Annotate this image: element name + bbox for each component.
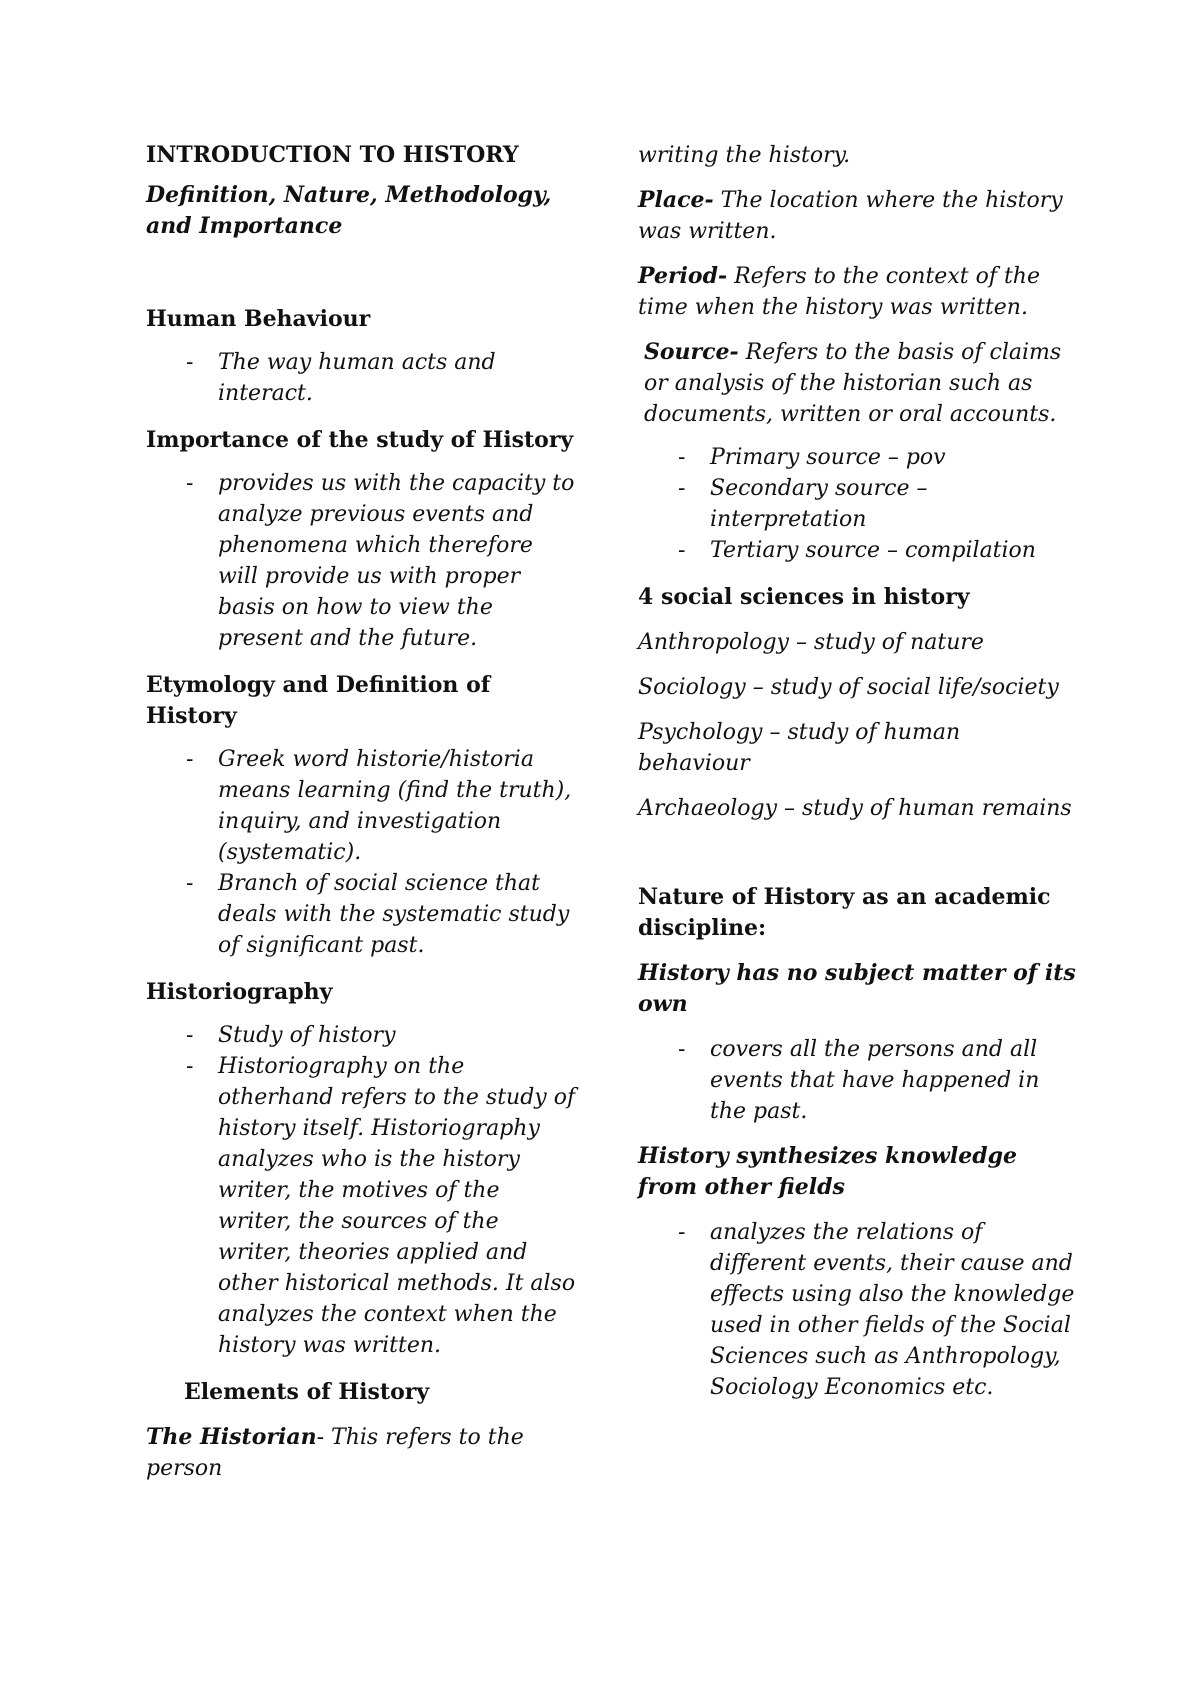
list-synthesizes xyxy=(638,1217,1078,1403)
social-science-item: Psychology – study of human behaviour xyxy=(638,720,961,776)
social-science-item: Sociology – study of social life/society xyxy=(638,675,1059,700)
list-item: - Primary source – pov xyxy=(638,442,1078,473)
heading-social-sciences: 4 social sciences in history xyxy=(638,584,970,610)
source-text: Refers to the basis of claims or analysis of the historian such as documents, written or oral accounts. xyxy=(644,340,1062,427)
list-item: - covers all the persons and all events that have happened in the past. xyxy=(638,1034,1078,1127)
list-item: - analyzes the relations of different events, their cause and effects using also the knowledge used in other fields of the Social Sciences such as Anthropology, Sociology Economics etc. xyxy=(638,1217,1078,1403)
list-item: - Study of history xyxy=(146,1020,576,1051)
list-source-types xyxy=(638,442,1078,566)
heading-importance: Importance of the study of History xyxy=(146,427,574,453)
heading-etymology: Etymology and Definition of History xyxy=(146,672,491,729)
list-etymology xyxy=(146,744,576,961)
list-no-subject-matter xyxy=(638,1034,1078,1127)
list-importance xyxy=(146,468,576,654)
social-science-item: Archaeology – study of human remains xyxy=(638,796,1072,821)
page-title: INTRODUCTION TO HISTORY xyxy=(146,142,519,168)
list-item: - Greek word historie/historia means learning (find the truth), inquiry, and investigation (systematic). xyxy=(146,744,576,868)
historian-term: The Historian xyxy=(146,1424,317,1450)
period-text: Refers to the context of the time when the history was written. xyxy=(638,264,1040,320)
continued-paragraph: writing the history. xyxy=(638,143,851,168)
list-item: - Secondary source – interpretation xyxy=(638,473,1078,535)
list-item: - Branch of social science that deals with the systematic study of significant past. xyxy=(146,868,576,961)
subheading-synthesizes: History synthesizes knowledge from other fields xyxy=(638,1143,1017,1200)
heading-nature: Nature of History as an academic discipline: xyxy=(638,884,1051,941)
period-term: Period- xyxy=(638,263,728,289)
heading-human-behaviour: Human Behaviour xyxy=(146,306,371,332)
subheading-no-subject-matter: History has no subject matter of its own xyxy=(638,960,1076,1017)
period-paragraph xyxy=(638,261,1078,323)
right-column xyxy=(638,140,1078,1403)
left-column xyxy=(146,140,576,1484)
historian-text: - This refers to the person xyxy=(146,1425,524,1481)
historian-paragraph xyxy=(146,1422,576,1484)
list-human-behaviour xyxy=(146,347,576,409)
list-item: - Tertiary source – compilation xyxy=(638,535,1078,566)
source-paragraph xyxy=(638,337,1078,430)
list-item: - Historiography on the otherhand refers to the study of history itself. Historiography analyzes who is the history writer, the motives of the writer, the sources of the writer, theories applied and other historical methods. It also analyzes the context when the history was written. xyxy=(146,1051,576,1361)
source-term: Source- xyxy=(644,339,739,365)
social-science-item: Anthropology – study of nature xyxy=(638,630,984,655)
place-paragraph xyxy=(638,185,1078,247)
heading-historiography: Historiography xyxy=(146,979,333,1005)
page-subtitle: Definition, Nature, Methodology, and Importance xyxy=(146,182,552,239)
list-item: - provides us with the capacity to analyze previous events and phenomena which therefore will provide us with proper basis on how to view the present and the future. xyxy=(146,468,576,654)
heading-elements: Elements of History xyxy=(184,1379,430,1405)
place-text: The location where the history was written. xyxy=(638,188,1063,244)
list-item: - The way human acts and interact. xyxy=(146,347,576,409)
list-historiography xyxy=(146,1020,576,1361)
place-term: Place- xyxy=(638,187,714,213)
